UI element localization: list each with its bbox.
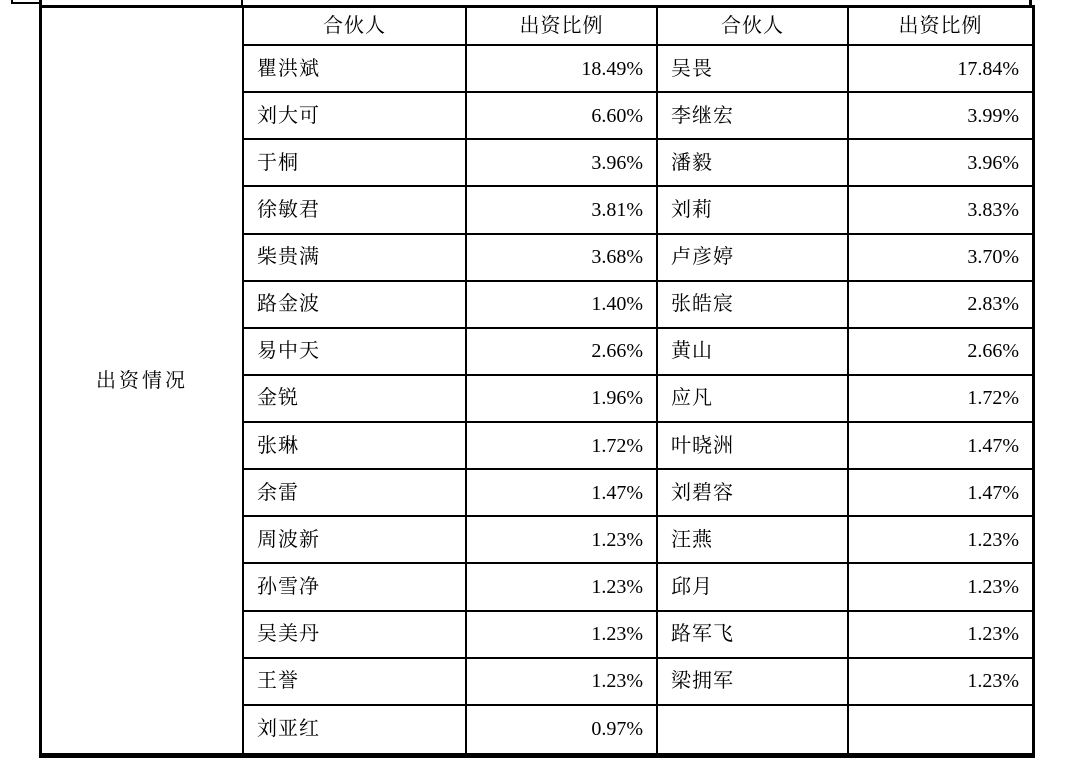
contribution-ratio-cell: 1.47% — [849, 423, 1032, 470]
partner-name-cell: 张琳 — [244, 423, 467, 470]
partner-name-cell: 刘碧容 — [658, 470, 849, 517]
partner-name-cell: 应凡 — [658, 376, 849, 423]
partner-name-cell: 瞿洪斌 — [244, 46, 467, 93]
contribution-ratio-cell: 3.96% — [467, 140, 658, 187]
contribution-ratio-cell: 6.60% — [467, 93, 658, 140]
contribution-ratio-cell: 3.70% — [849, 235, 1032, 282]
partner-name-cell: 金锐 — [244, 376, 467, 423]
partner-name-cell: 柴贵满 — [244, 235, 467, 282]
partner-name-cell: 余雷 — [244, 470, 467, 517]
header-contribution-ratio: 出资比例 — [849, 8, 1032, 46]
partner-name-cell: 路金波 — [244, 282, 467, 329]
contribution-ratio-cell: 1.23% — [467, 517, 658, 564]
contribution-ratio-cell: 1.23% — [467, 564, 658, 611]
header-partner: 合伙人 — [658, 8, 849, 46]
partner-name-cell: 李继宏 — [658, 93, 849, 140]
partner-name-cell: 周波新 — [244, 517, 467, 564]
contribution-ratio-cell: 1.23% — [849, 564, 1032, 611]
contribution-ratio-cell: 2.66% — [849, 329, 1032, 376]
contribution-ratio-cell: 1.96% — [467, 376, 658, 423]
contribution-ratio-cell: 3.83% — [849, 187, 1032, 234]
partner-name-cell: 潘毅 — [658, 140, 849, 187]
partner-name-cell: 刘莉 — [658, 187, 849, 234]
contribution-ratio-cell: 1.47% — [849, 470, 1032, 517]
contribution-ratio-cell: 1.23% — [849, 659, 1032, 706]
contribution-ratio-cell: 17.84% — [849, 46, 1032, 93]
partner-name-cell: 张皓宸 — [658, 282, 849, 329]
partner-name-cell: 黄山 — [658, 329, 849, 376]
contribution-ratio-cell: 0.97% — [467, 706, 658, 753]
contribution-ratio-cell: 1.40% — [467, 282, 658, 329]
header-partner: 合伙人 — [244, 8, 467, 46]
contribution-ratio-cell: 1.23% — [467, 612, 658, 659]
contribution-ratio-cell: 1.23% — [467, 659, 658, 706]
partner-name-cell: 王誉 — [244, 659, 467, 706]
contribution-ratio-cell: 1.47% — [467, 470, 658, 517]
capital-contribution-table — [39, 5, 1035, 758]
partner-name-cell: 邱月 — [658, 564, 849, 611]
partner-name-cell: 卢彦婷 — [658, 235, 849, 282]
contribution-ratio-cell: 3.99% — [849, 93, 1032, 140]
contribution-ratio-cell: 3.96% — [849, 140, 1032, 187]
empty-cell — [849, 706, 1032, 753]
partner-name-cell: 梁拥军 — [658, 659, 849, 706]
contribution-ratio-cell: 1.23% — [849, 517, 1032, 564]
contribution-ratio-cell: 1.72% — [467, 423, 658, 470]
contribution-ratio-cell: 3.68% — [467, 235, 658, 282]
partner-name-cell: 徐敏君 — [244, 187, 467, 234]
partner-name-cell: 于桐 — [244, 140, 467, 187]
partner-name-cell: 路军飞 — [658, 612, 849, 659]
cropped-row-bottom-border — [11, 2, 41, 4]
contribution-ratio-cell: 2.83% — [849, 282, 1032, 329]
contribution-ratio-cell: 1.23% — [849, 612, 1032, 659]
partner-name-cell: 吴美丹 — [244, 612, 467, 659]
partner-name-cell: 吴畏 — [658, 46, 849, 93]
partner-name-cell: 汪燕 — [658, 517, 849, 564]
empty-cell — [658, 706, 849, 753]
row-label-capital-contribution: 出资情况 — [42, 8, 244, 753]
contribution-ratio-cell: 1.72% — [849, 376, 1032, 423]
contribution-ratio-cell: 2.66% — [467, 329, 658, 376]
partner-name-cell: 易中天 — [244, 329, 467, 376]
partner-name-cell: 孙雪净 — [244, 564, 467, 611]
partner-name-cell: 刘大可 — [244, 93, 467, 140]
contribution-ratio-cell: 18.49% — [467, 46, 658, 93]
header-contribution-ratio: 出资比例 — [467, 8, 658, 46]
partner-name-cell: 刘亚红 — [244, 706, 467, 753]
partner-name-cell: 叶晓洲 — [658, 423, 849, 470]
contribution-ratio-cell: 3.81% — [467, 187, 658, 234]
